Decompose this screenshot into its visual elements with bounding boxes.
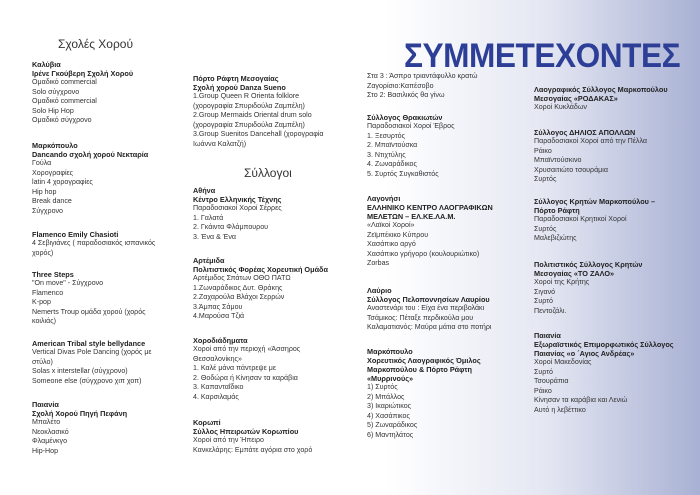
entry-heading: Σχολή Χορού Πηγή Πεφάνη (32, 409, 128, 418)
entry-line: Nemerts Troup ομάδα χορού (χορός (32, 307, 146, 316)
entry-line: Μπαϊντούσκινο (534, 156, 582, 165)
entry-heading: Παιανία (32, 400, 59, 409)
entry-lavrio (367, 286, 491, 333)
entry-line: Χοροί από την Ήπειρο (193, 436, 264, 444)
entry-line: 5. Συρτός Συγκαθιστός (367, 169, 439, 178)
entry-line: Τσουράπια (534, 377, 569, 386)
entry-line: Παραδοσιακοί Χοροί από την Πέλλα (534, 137, 648, 145)
entry-heading: Σύλλος Ηπειρωτών Κορωπίου (193, 427, 299, 436)
entry-heading: Λαγονήσι (367, 194, 401, 203)
entry-line: Χορογραφίες (32, 168, 74, 177)
entry-line: Μπαλέτο (32, 418, 61, 426)
entry-lagonisi (367, 194, 493, 269)
entry-line: Hip hop (32, 187, 57, 196)
entry-heading: Μεσογαίας «ΤΟ ΖΑΛΟ» (534, 269, 615, 278)
entry-heading: Three Steps (32, 270, 74, 279)
entry-line: 1) Συρτός (367, 383, 398, 391)
entry-kalyvia (32, 60, 133, 126)
entry-line: Μαλεβιζιώτης (534, 234, 577, 243)
entry-porto-rafti-danza (193, 74, 323, 150)
entry-agios-andreas (534, 331, 674, 416)
entry-line: Solo Hip Hop (32, 106, 74, 115)
entry-line: Ομαδικό commercial (32, 78, 97, 86)
entry-paiania-school (32, 400, 127, 456)
entry-dilios-apollon (534, 128, 647, 185)
entry-line: 2. Θοδώρα ή Κίνησαν τα καράβια (193, 373, 298, 382)
entry-line: Ομαδικό σύγχρονο (32, 116, 92, 125)
entry-myrrinous (367, 347, 481, 441)
entry-line: Ράικο (534, 146, 552, 155)
entry-heading: Μαρκοπούλου & Πόρτο Ράφτη (367, 365, 472, 374)
entry-line: Κανκελάρης: Εμπάτε αγόρια στο χορό (193, 445, 313, 454)
entry-heading: Σχολή χορού Danza Sueno (193, 83, 286, 92)
entry-continuation (367, 72, 477, 101)
entry-heading: Σύλλογος Κρητών Μαρκοπούλου – (534, 197, 655, 206)
entry-line: 2. Μπαϊντούσκα (367, 141, 418, 150)
entry-koropi (193, 418, 312, 455)
entry-heading: Αθήνα (193, 186, 216, 195)
entry-flamenco (32, 230, 155, 258)
entry-line: 4) Χασάπικος (367, 411, 410, 420)
entry-line: Solo σύγχρονο (32, 87, 80, 96)
entry-heading: Λαύριο (367, 286, 392, 295)
entry-line: 3. Ντιχτύλης (367, 150, 406, 159)
entry-line: 3. Καπανταΐδικο (193, 383, 244, 392)
entry-athina (193, 186, 282, 242)
entry-line: Χοροί Κυκλάδων (534, 103, 587, 111)
entry-line: Vertical Divas Pole Dancing (χορός με (32, 348, 152, 356)
entry-heading: Σύλλογος Πελοποννησίων Λαυρίου (367, 295, 490, 304)
entry-line: 1.Group Queen R Orienta folklore (193, 92, 300, 100)
entry-chorodiadimata (193, 336, 300, 403)
entry-line: 3. Ένα & Ένα (193, 232, 236, 241)
entry-heading: Κορωπί (193, 418, 221, 427)
entry-line: Ομαδικό commercial (32, 97, 97, 106)
entry-line: 4. Ζωναράδικος (367, 160, 417, 169)
entry-line: Break dance (32, 197, 72, 206)
entry-heading: «Μυρρινούς» (367, 374, 414, 383)
entry-line: «Λαϊκοί Χοροί» (367, 221, 415, 229)
entry-line: Πεντοζάλι. (534, 306, 567, 315)
entry-line: Ζεϊμπέκικο Κύπρου (367, 230, 429, 239)
entry-line: στύλο) (32, 357, 53, 366)
entry-line: Συρτός (534, 224, 557, 233)
entry-heading: Μεσογαίας «ΡΟΔΑΚΑΣ» (534, 94, 618, 103)
entry-thrakiotes (367, 113, 455, 180)
entry-line: Στο 2: Βασιλικός θα γίνω (367, 91, 445, 100)
entry-line: Φλαμένκγο (32, 437, 68, 446)
entry-line: 4 Σεβιγιάνες ( παραδοσιακός ισπανικός (32, 239, 156, 247)
entry-artemida (193, 256, 328, 322)
entry-line: Παραδοσιακοί Χοροί Έβρος (367, 122, 455, 130)
entry-heading: Πόρτο Ράφτη Μεσογαίας (193, 74, 279, 83)
entry-line: 5) Ζωναράδικος (367, 421, 418, 430)
entry-line: Zorbas (367, 259, 390, 268)
page-title: ΣΥΜΜΕΤΕΧΟΝΤΕΣ (404, 36, 681, 75)
entry-rodakas (534, 85, 668, 113)
entry-line: 1. Ξεσυρτός (367, 131, 406, 140)
entry-line: 1. Καλέ μάνα πάντρεψε με (193, 364, 277, 373)
entry-line: Καλαματιανός: Μαύρα μάτια στο ποτήρι (367, 323, 492, 332)
entry-heading: Καλύβια (32, 60, 61, 69)
entry-heading: Χορευτικός Λαογραφικός Όμιλος (367, 356, 481, 365)
entry-line: Συρτός (534, 175, 557, 184)
entry-american-tribal (32, 339, 152, 386)
entry-heading: Μαρκόπουλο (367, 347, 413, 356)
entry-line: Χοροί της Κρήτης (534, 278, 590, 286)
entry-line: 4. Καρσιλαμάς (193, 392, 239, 401)
entry-heading: Σύλλογος Θρακιωτών (367, 113, 443, 122)
entry-line: χορός) (32, 248, 54, 257)
clubs-heading: Σύλλογοι (244, 166, 292, 180)
entry-three-steps (32, 270, 146, 327)
entry-line: Νεοκλασικό (32, 427, 69, 436)
entry-line: Hip-Hop (32, 446, 59, 455)
entry-line: Αναστενάρι του : Είχα ένα περιβολάκι (367, 304, 485, 312)
entry-heading: Αρτέμιδα (193, 256, 225, 265)
entry-to-zalo (534, 260, 642, 316)
entry-krites-markopoulou (534, 197, 655, 244)
entry-heading: Flamenco Emily Chasioti (32, 230, 119, 239)
entry-heading: ΜΕΛΕΤΩΝ – ΕΛ.ΚΕ.ΛΑ.Μ. (367, 212, 456, 221)
entry-line: Χοροί από την περιοχή «Άσσηρος (193, 345, 301, 353)
entry-heading: Πολιτιστικός Φορέας Χορευτική Ομάδα (193, 265, 328, 274)
entry-line: Κίνησαν τα καράβια και Λενιώ (534, 396, 628, 405)
entry-heading: Ιρένε Γκούβερη Σχολή Χορού (32, 69, 134, 78)
entry-line: K-pop (32, 298, 51, 307)
entry-line: Σιγανό (534, 287, 556, 296)
entry-line: 1.Ζωναράδικος Δυτ. Θράκης (193, 283, 283, 292)
entry-line: 4.Μαρούσα Τζιά (193, 312, 245, 321)
entry-line: Ζαγορίσιο:Καπέσοβο (367, 81, 434, 90)
dance-schools-heading: Σχολές Χορού (58, 37, 134, 51)
entry-line: (χορογραφία Σπυριδούλα Ζαμπέλη) (193, 101, 305, 110)
entry-heading: ΕΛΛΗΝΙΚΟ ΚΕΝΤΡΟ ΛΑΟΓΡΑΦΙΚΩΝ (367, 203, 493, 212)
entry-line: Αρτέμιδος Σπάτων ΟΘΟ ΠΑΤΩ (193, 274, 291, 282)
entry-line: 3.Group Suenitos Dancehall (χορογραφία (193, 130, 324, 139)
entry-line: 2) Μπάλλος (367, 392, 405, 401)
entry-line: 6) Μαντηλάτος (367, 430, 414, 439)
entry-heading: Κέντρο Ελληνικής Τέχνης (193, 195, 282, 204)
entry-line: Συρτό (534, 297, 553, 306)
entry-line: Χασάπικο αργό (367, 240, 416, 249)
entry-line: Χρυσαιτιώτο τσουράμια (534, 165, 608, 174)
entry-line: 2.Ζαχαρούλα Βλάχοι Σερρών (193, 293, 285, 302)
entry-line: κοιλιάς) (32, 317, 56, 326)
entry-heading: Παιανία (534, 331, 561, 340)
entry-heading: Λαογραφικός Σύλλογος Μαρκοπούλου (534, 85, 668, 94)
entry-heading: Σύλλογος ΔΗΛΙΟΣ ΑΠΟΛΛΩΝ (534, 128, 636, 137)
entry-line: Ιωάννα Καλατζή) (193, 139, 247, 148)
entry-heading: Πολιτιστικός Σύλλογος Κρητών (534, 260, 643, 269)
entry-line: Ράικο (534, 386, 552, 395)
entry-heading: American Tribal style bellydance (32, 339, 146, 348)
entry-line: latin 4 χορογραφίες (32, 178, 93, 187)
entry-heading: Εξωραϊστικός Επιμορφωτικός Σύλλογος (534, 340, 674, 349)
entry-line: Flamenco (32, 288, 64, 297)
entry-line: Συρτό (534, 367, 553, 376)
entry-line: Solas x interstellar (σύγχρονο) (32, 367, 128, 376)
entry-heading: Dancando σχολή χορού Νεκταρία (32, 150, 149, 159)
entry-line: Someone else (σύγχρονο χιπ χοπ) (32, 376, 142, 385)
entry-line: Αυτό η λεβέττικο (534, 405, 586, 414)
entry-line: Γούλα (32, 159, 52, 167)
entry-line: 2. Γκάιντα Φλάμπουρου (193, 223, 269, 232)
entry-line: Παραδοσιακοί Χοροί Σέρρες (193, 204, 282, 212)
entry-heading: Χοροδιάδηματα (193, 336, 248, 345)
entry-line: (χορογραφία Σπυριδούλα Ζαμπέλη) (193, 120, 305, 129)
entry-line: 3) Ικαριώτικος (367, 402, 412, 411)
entry-line: "On move" - Σύγχρονο (32, 279, 104, 287)
entry-line: Στα 3 : Άσπρο τριαντάφυλλο κρατώ (367, 72, 478, 80)
entry-line: Χασάπικο γρήγορο (κουλουριώτικο) (367, 249, 480, 258)
entry-line: Χοροί Μακεδονίας (534, 358, 592, 366)
entry-line: Παραδοσιακοί Κρητικοί Χοροί (534, 215, 627, 223)
entry-line: Θεσσαλονίκης» (193, 354, 242, 363)
entry-markopoulo (32, 141, 148, 217)
entry-line: Σύγχρονο (32, 206, 64, 215)
entry-line: 1. Γαλατά (193, 213, 224, 222)
entry-line: Τσάμικος: Πέταξε περδικούλα μου (367, 313, 474, 322)
entry-heading: Πόρτο Ράφτη (534, 206, 580, 215)
entry-line: 3.Άμπας Σάμου (193, 302, 243, 311)
entry-heading: Παιανίας «ο ´Αγιος Ανδρέας» (534, 349, 635, 358)
entry-line: 2.Group Mermaids Oriental drum solo (193, 111, 312, 120)
entry-heading: Μαρκόπουλο (32, 141, 78, 150)
